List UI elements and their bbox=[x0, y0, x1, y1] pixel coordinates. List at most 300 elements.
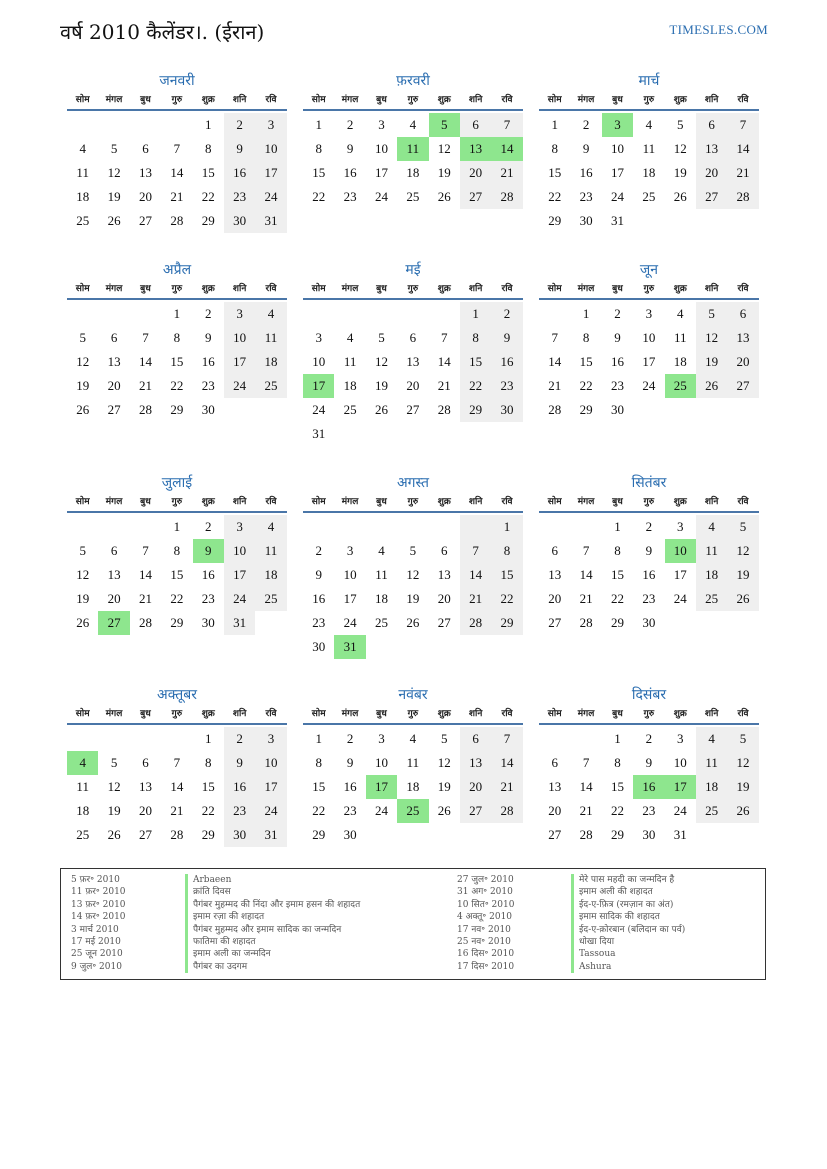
empty-cell bbox=[539, 727, 570, 751]
day-cell: 4 bbox=[79, 141, 86, 156]
day-cell: 18 bbox=[696, 775, 727, 799]
day-cell: 6 bbox=[727, 302, 758, 326]
month-calendar bbox=[67, 686, 287, 847]
day-grid bbox=[539, 302, 759, 422]
day-cell: 13 bbox=[460, 137, 491, 161]
day-cell: 4 bbox=[378, 543, 385, 558]
day-cell: 14 bbox=[170, 165, 184, 180]
legend-holiday-name: क्रांति दिवस bbox=[185, 886, 231, 898]
day-cell: 12 bbox=[374, 354, 388, 369]
day-cell: 16 bbox=[224, 775, 255, 799]
day-cell: 28 bbox=[138, 615, 152, 630]
legend-holiday-name: इमाम अली की शहादत bbox=[571, 886, 653, 898]
month-calendar bbox=[303, 474, 523, 659]
day-cell: 29 bbox=[460, 398, 491, 422]
day-cell: 22 bbox=[201, 189, 215, 204]
day-cell: 31 bbox=[224, 611, 255, 635]
day-cell: 16 bbox=[633, 775, 664, 799]
day-cell: 21 bbox=[170, 189, 184, 204]
legend-date: 10 सित॰ 2010 bbox=[457, 899, 515, 910]
weekday-label: रवि bbox=[265, 95, 277, 105]
legend-row bbox=[457, 886, 685, 898]
day-cell: 21 bbox=[491, 775, 522, 799]
legend-holiday-name: पैगंबर मुहम्मद और इमाम सादिक का जन्मदिन bbox=[185, 924, 341, 936]
day-cell: 4 bbox=[255, 515, 286, 539]
empty-cell bbox=[130, 113, 161, 137]
day-cell: 21 bbox=[170, 803, 184, 818]
day-cell: 15 bbox=[170, 567, 184, 582]
day-cell: 16 bbox=[201, 567, 215, 582]
day-cell: 22 bbox=[548, 189, 562, 204]
day-grid bbox=[303, 113, 523, 209]
day-cell: 18 bbox=[696, 563, 727, 587]
day-cell: 10 bbox=[343, 567, 357, 582]
empty-cell bbox=[334, 515, 365, 539]
legend-holiday-name: Ashura bbox=[571, 961, 611, 973]
day-cell: 27 bbox=[548, 615, 562, 630]
day-cell: 7 bbox=[173, 755, 181, 770]
day-cell: 24 bbox=[255, 799, 286, 823]
weekday-label: बुध bbox=[140, 284, 151, 294]
day-cell: 30 bbox=[201, 615, 215, 630]
day-cell: 25 bbox=[696, 799, 727, 823]
day-cell: 3 bbox=[346, 543, 354, 558]
day-grid bbox=[67, 515, 287, 635]
day-cell: 15 bbox=[548, 165, 562, 180]
month-name: अगस्त bbox=[396, 475, 429, 491]
day-cell: 25 bbox=[642, 189, 656, 204]
day-cell: 19 bbox=[107, 803, 121, 818]
legend-date: 11 फ़र॰ 2010 bbox=[71, 887, 126, 898]
legend-date: 17 दिस॰ 2010 bbox=[457, 961, 515, 972]
day-cell: 27 bbox=[138, 213, 152, 228]
day-cell: 8 bbox=[614, 755, 621, 770]
day-cell: 24 bbox=[610, 189, 624, 204]
day-cell: 9 bbox=[645, 543, 653, 558]
day-cell: 16 bbox=[312, 591, 326, 606]
weekday-label: बुध bbox=[376, 95, 387, 105]
day-cell: 22 bbox=[312, 803, 326, 818]
day-cell: 4 bbox=[67, 751, 98, 775]
day-cell: 14 bbox=[460, 563, 491, 587]
day-cell: 12 bbox=[437, 141, 451, 156]
day-cell: 17 bbox=[224, 350, 255, 374]
day-grid bbox=[303, 515, 523, 659]
day-cell: 1 bbox=[205, 731, 212, 746]
legend-row bbox=[71, 936, 360, 948]
day-cell: 13 bbox=[696, 137, 727, 161]
day-cell: 12 bbox=[107, 779, 121, 794]
day-cell: 19 bbox=[673, 165, 687, 180]
day-cell: 15 bbox=[491, 563, 522, 587]
day-cell: 17 bbox=[610, 165, 624, 180]
day-cell: 5 bbox=[409, 543, 417, 558]
day-cell: 7 bbox=[491, 113, 522, 137]
day-cell: 6 bbox=[409, 330, 417, 345]
day-cell: 20 bbox=[138, 803, 152, 818]
legend-row bbox=[71, 948, 360, 960]
day-cell: 12 bbox=[76, 567, 90, 582]
day-cell: 8 bbox=[173, 330, 181, 345]
weekday-label: शनि bbox=[704, 709, 719, 719]
day-cell: 17 bbox=[366, 775, 397, 799]
weekday-label: बुध bbox=[612, 95, 623, 105]
weekday-header bbox=[303, 281, 523, 300]
day-cell: 14 bbox=[727, 137, 758, 161]
day-cell: 9 bbox=[193, 539, 224, 563]
day-cell: 21 bbox=[579, 591, 593, 606]
weekday-label: शुक्र bbox=[673, 95, 687, 105]
legend-holiday-name: मेरे पास महदी का जन्मदिन है bbox=[571, 874, 674, 886]
day-cell: 25 bbox=[76, 827, 90, 842]
day-cell: 14 bbox=[491, 751, 522, 775]
weekday-label: गुरु bbox=[171, 284, 183, 294]
day-cell: 19 bbox=[374, 378, 388, 393]
day-cell: 14 bbox=[579, 567, 593, 582]
weekday-label: बुध bbox=[612, 497, 623, 507]
day-cell: 3 bbox=[677, 731, 684, 746]
day-cell: 12 bbox=[76, 354, 90, 369]
day-cell: 18 bbox=[642, 165, 656, 180]
day-cell: 3 bbox=[315, 330, 322, 345]
day-cell: 30 bbox=[201, 402, 215, 417]
day-cell: 17 bbox=[255, 775, 286, 799]
legend-date: 14 फ़र॰ 2010 bbox=[71, 912, 126, 923]
day-cell: 31 bbox=[673, 827, 687, 842]
day-cell: 5 bbox=[79, 330, 86, 345]
day-cell: 19 bbox=[76, 591, 90, 606]
empty-cell bbox=[334, 302, 365, 326]
weekday-label: शनि bbox=[232, 95, 247, 105]
day-cell: 6 bbox=[142, 141, 149, 156]
day-cell: 26 bbox=[727, 587, 758, 611]
weekday-label: सोम bbox=[547, 709, 562, 719]
legend-holiday-name: इमाम रज़ा की शहादत bbox=[185, 911, 264, 923]
day-cell: 12 bbox=[673, 141, 687, 156]
day-cell: 9 bbox=[645, 755, 653, 770]
weekday-label: शनि bbox=[704, 284, 719, 294]
day-cell: 2 bbox=[645, 731, 653, 746]
day-cell: 15 bbox=[312, 779, 326, 794]
day-cell: 13 bbox=[406, 354, 420, 369]
day-cell: 10 bbox=[224, 539, 255, 563]
legend-row bbox=[457, 948, 685, 960]
day-cell: 6 bbox=[551, 543, 558, 558]
day-cell: 6 bbox=[142, 755, 149, 770]
weekday-header bbox=[67, 494, 287, 513]
day-cell: 13 bbox=[107, 567, 121, 582]
weekday-label: गुरु bbox=[171, 709, 183, 719]
empty-cell bbox=[67, 727, 98, 751]
day-cell: 23 bbox=[491, 374, 522, 398]
weekday-label: सोम bbox=[311, 497, 326, 507]
day-cell: 29 bbox=[201, 213, 215, 228]
day-cell: 27 bbox=[460, 185, 491, 209]
day-cell: 2 bbox=[224, 727, 255, 751]
weekday-label: रवि bbox=[265, 284, 277, 294]
day-cell: 20 bbox=[437, 591, 451, 606]
day-cell: 24 bbox=[642, 378, 656, 393]
weekday-header bbox=[67, 92, 287, 111]
weekday-header bbox=[539, 494, 759, 513]
day-cell: 8 bbox=[205, 755, 212, 770]
weekday-label: बुध bbox=[140, 95, 151, 105]
weekday-label: शनि bbox=[468, 709, 483, 719]
empty-cell bbox=[570, 727, 601, 751]
legend-holiday-name: धोखा दिया bbox=[571, 936, 614, 948]
day-cell: 10 bbox=[312, 354, 326, 369]
day-cell: 17 bbox=[343, 591, 357, 606]
day-grid bbox=[67, 113, 287, 233]
month-name: अक्तूबर bbox=[157, 687, 197, 703]
day-cell: 19 bbox=[107, 189, 121, 204]
month-calendar bbox=[539, 474, 759, 635]
empty-cell bbox=[67, 113, 98, 137]
month-calendar bbox=[303, 261, 523, 446]
day-cell: 17 bbox=[673, 567, 687, 582]
weekday-label: शुक्र bbox=[437, 95, 451, 105]
day-cell: 3 bbox=[378, 731, 385, 746]
day-grid bbox=[539, 515, 759, 635]
day-cell: 8 bbox=[551, 141, 558, 156]
day-cell: 10 bbox=[374, 755, 388, 770]
weekday-label: सोम bbox=[75, 497, 90, 507]
weekday-label: रवि bbox=[737, 497, 749, 507]
day-cell: 11 bbox=[673, 330, 687, 345]
weekday-label: रवि bbox=[501, 709, 513, 719]
day-cell: 11 bbox=[255, 326, 286, 350]
day-cell: 24 bbox=[343, 615, 357, 630]
day-cell: 28 bbox=[491, 185, 522, 209]
legend-date: 17 मई 2010 bbox=[71, 936, 121, 947]
day-cell: 4 bbox=[645, 117, 653, 132]
day-cell: 7 bbox=[582, 543, 590, 558]
day-cell: 16 bbox=[642, 567, 656, 582]
day-cell: 5 bbox=[677, 117, 684, 132]
day-cell: 24 bbox=[374, 803, 388, 818]
day-cell: 28 bbox=[138, 402, 152, 417]
day-cell: 26 bbox=[727, 799, 758, 823]
day-cell: 13 bbox=[437, 567, 451, 582]
weekday-label: मंगल bbox=[105, 497, 123, 507]
weekday-label: मंगल bbox=[577, 95, 595, 105]
weekday-label: मंगल bbox=[577, 497, 595, 507]
day-cell: 20 bbox=[138, 189, 152, 204]
day-cell: 23 bbox=[224, 799, 255, 823]
weekday-label: रवि bbox=[265, 709, 277, 719]
legend-date: 27 जुल॰ 2010 bbox=[457, 875, 514, 885]
day-cell: 5 bbox=[110, 141, 118, 156]
day-cell: 5 bbox=[696, 302, 727, 326]
day-cell: 23 bbox=[642, 591, 656, 606]
weekday-header bbox=[303, 92, 523, 111]
day-cell: 26 bbox=[673, 189, 687, 204]
weekday-label: रवि bbox=[501, 497, 513, 507]
weekday-label: शुक्र bbox=[201, 95, 215, 105]
legend-row bbox=[457, 899, 685, 911]
legend-row bbox=[457, 874, 685, 886]
day-cell: 16 bbox=[201, 354, 215, 369]
day-cell: 27 bbox=[107, 402, 121, 417]
day-cell: 15 bbox=[610, 779, 624, 794]
day-cell: 21 bbox=[138, 378, 152, 393]
legend-date: 5 फ़र॰ 2010 bbox=[71, 875, 120, 885]
day-cell: 30 bbox=[642, 827, 656, 842]
weekday-label: बुध bbox=[612, 709, 623, 719]
site-link[interactable]: TIMESLES.COM bbox=[669, 22, 768, 37]
day-cell: 21 bbox=[579, 803, 593, 818]
day-cell: 13 bbox=[548, 779, 562, 794]
day-cell: 7 bbox=[173, 141, 181, 156]
day-cell: 25 bbox=[696, 587, 727, 611]
day-cell: 15 bbox=[201, 779, 215, 794]
day-cell: 7 bbox=[142, 330, 149, 345]
weekday-label: गुरु bbox=[407, 709, 419, 719]
day-cell: 4 bbox=[677, 306, 684, 321]
day-cell: 7 bbox=[491, 727, 522, 751]
day-cell: 2 bbox=[346, 117, 354, 132]
day-cell: 19 bbox=[406, 591, 420, 606]
day-cell: 8 bbox=[205, 141, 212, 156]
month-calendar bbox=[67, 474, 287, 635]
legend-row bbox=[71, 924, 360, 936]
day-cell: 8 bbox=[614, 543, 621, 558]
weekday-label: गुरु bbox=[643, 497, 655, 507]
weekday-label: रवि bbox=[737, 95, 749, 105]
day-cell: 18 bbox=[255, 563, 286, 587]
day-cell: 3 bbox=[255, 727, 286, 751]
empty-cell bbox=[303, 515, 334, 539]
day-cell: 21 bbox=[727, 161, 758, 185]
day-cell: 6 bbox=[110, 330, 118, 345]
weekday-label: मंगल bbox=[341, 95, 359, 105]
day-cell: 10 bbox=[374, 141, 388, 156]
weekday-label: बुध bbox=[140, 497, 151, 507]
day-cell: 19 bbox=[696, 350, 727, 374]
day-cell: 15 bbox=[312, 165, 326, 180]
legend-date: 17 नव॰ 2010 bbox=[457, 924, 511, 935]
day-cell: 21 bbox=[460, 587, 491, 611]
empty-cell bbox=[130, 302, 161, 326]
day-cell: 22 bbox=[579, 378, 593, 393]
day-cell: 28 bbox=[548, 402, 562, 417]
day-cell: 5 bbox=[727, 727, 758, 751]
empty-cell bbox=[98, 727, 129, 751]
day-cell: 16 bbox=[343, 779, 357, 794]
day-cell: 5 bbox=[378, 330, 385, 345]
day-cell: 19 bbox=[76, 378, 90, 393]
day-cell: 23 bbox=[201, 378, 215, 393]
day-cell: 4 bbox=[409, 731, 417, 746]
day-cell: 5 bbox=[429, 113, 460, 137]
day-cell: 21 bbox=[491, 161, 522, 185]
weekday-label: बुध bbox=[612, 284, 623, 294]
weekday-label: गुरु bbox=[407, 95, 419, 105]
day-cell: 27 bbox=[727, 374, 758, 398]
day-cell: 11 bbox=[375, 567, 388, 582]
day-cell: 11 bbox=[397, 137, 428, 161]
day-cell: 18 bbox=[76, 803, 90, 818]
day-cell: 6 bbox=[441, 543, 448, 558]
day-cell: 29 bbox=[170, 615, 184, 630]
weekday-label: बुध bbox=[376, 497, 387, 507]
day-cell: 25 bbox=[374, 615, 388, 630]
day-cell: 20 bbox=[406, 378, 420, 393]
weekday-label: शनि bbox=[704, 95, 719, 105]
day-cell: 13 bbox=[460, 751, 491, 775]
day-cell: 6 bbox=[696, 113, 727, 137]
day-cell: 29 bbox=[201, 827, 215, 842]
day-cell: 16 bbox=[579, 165, 593, 180]
legend-date: 3 मार्च 2010 bbox=[71, 924, 119, 935]
day-cell: 5 bbox=[110, 755, 118, 770]
day-cell: 21 bbox=[437, 378, 451, 393]
day-cell: 6 bbox=[551, 755, 558, 770]
day-cell: 11 bbox=[642, 141, 656, 156]
day-cell: 7 bbox=[142, 543, 149, 558]
day-cell: 1 bbox=[315, 117, 322, 132]
weekday-label: रवि bbox=[501, 95, 513, 105]
day-cell: 25 bbox=[76, 213, 90, 228]
legend-holiday-name: इमाम सादिक की शहादत bbox=[571, 911, 660, 923]
weekday-label: गुरु bbox=[171, 497, 183, 507]
weekday-label: शुक्र bbox=[673, 709, 687, 719]
day-cell: 23 bbox=[224, 185, 255, 209]
page-title: वर्ष 2010 कैलेंडर।. (ईरान) bbox=[60, 20, 265, 44]
day-cell: 11 bbox=[696, 539, 727, 563]
holiday-legend bbox=[60, 868, 766, 980]
day-cell: 24 bbox=[255, 185, 286, 209]
legend-holiday-name: Arbaeen bbox=[185, 874, 231, 886]
day-cell: 2 bbox=[491, 302, 522, 326]
month-name: नवंबर bbox=[398, 687, 428, 703]
day-grid bbox=[539, 113, 759, 233]
day-cell: 9 bbox=[315, 567, 322, 582]
weekday-label: बुध bbox=[376, 284, 387, 294]
day-cell: 1 bbox=[205, 117, 212, 132]
day-cell: 27 bbox=[437, 615, 451, 630]
day-cell: 22 bbox=[170, 591, 184, 606]
day-cell: 23 bbox=[343, 803, 357, 818]
day-cell: 20 bbox=[696, 161, 727, 185]
day-cell: 26 bbox=[696, 374, 727, 398]
day-cell: 23 bbox=[642, 803, 656, 818]
legend-row bbox=[71, 911, 360, 923]
legend-holiday-name: इमाम अली का जन्मदिन bbox=[185, 948, 271, 960]
empty-cell bbox=[161, 727, 192, 751]
day-cell: 10 bbox=[665, 539, 696, 563]
day-cell: 6 bbox=[460, 113, 491, 137]
weekday-label: शनि bbox=[468, 497, 483, 507]
day-cell: 28 bbox=[727, 185, 758, 209]
day-cell: 6 bbox=[460, 727, 491, 751]
day-cell: 25 bbox=[406, 189, 420, 204]
weekday-label: शुक्र bbox=[437, 284, 451, 294]
day-cell: 9 bbox=[346, 755, 354, 770]
weekday-label: गुरु bbox=[643, 284, 655, 294]
legend-column-right bbox=[457, 874, 685, 973]
weekday-label: शुक्र bbox=[437, 709, 451, 719]
day-cell: 15 bbox=[460, 350, 491, 374]
day-cell: 8 bbox=[315, 141, 322, 156]
day-cell: 14 bbox=[138, 354, 152, 369]
day-cell: 19 bbox=[727, 775, 758, 799]
day-cell: 20 bbox=[107, 378, 121, 393]
day-cell: 30 bbox=[312, 639, 326, 654]
day-cell: 25 bbox=[255, 374, 286, 398]
day-cell: 31 bbox=[255, 209, 286, 233]
empty-cell bbox=[397, 302, 428, 326]
